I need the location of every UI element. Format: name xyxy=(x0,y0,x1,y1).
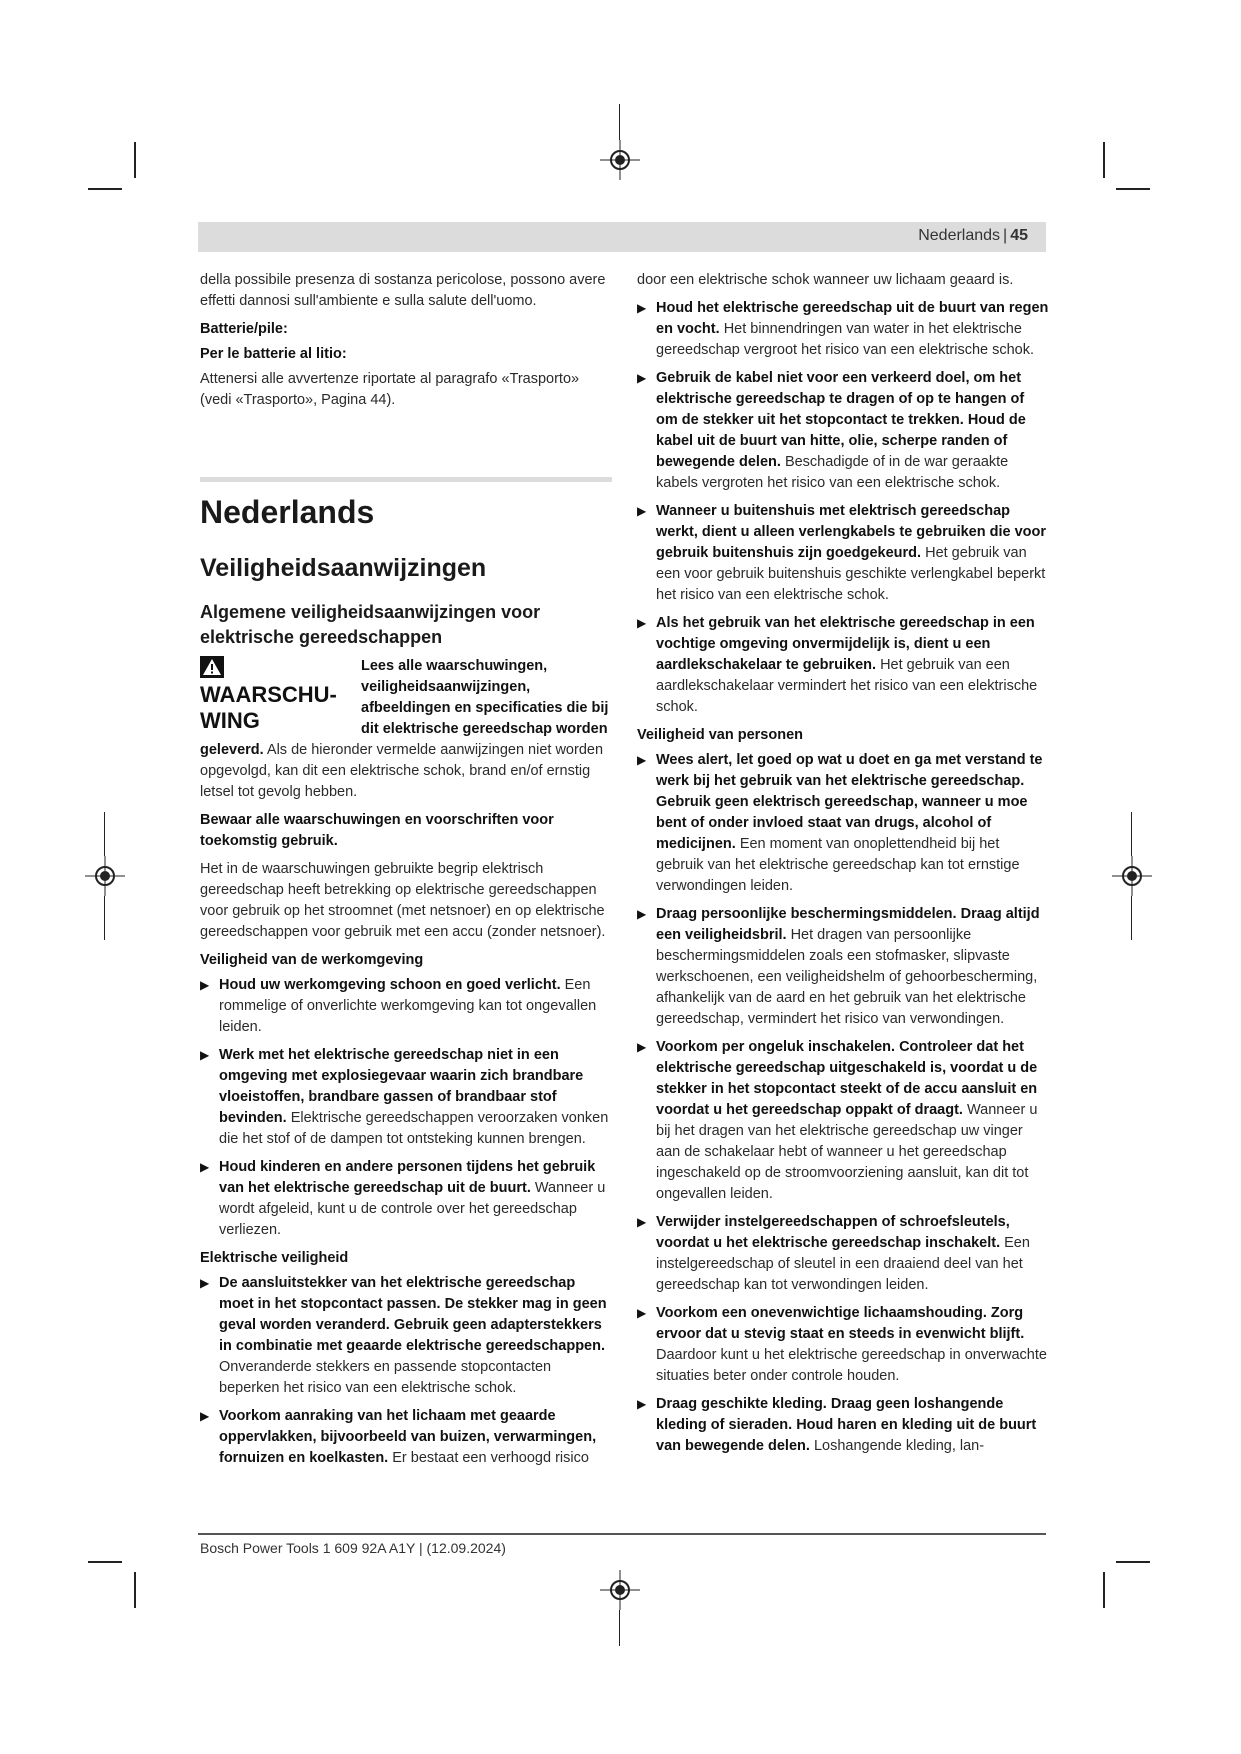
right-column xyxy=(637,270,1049,1464)
list-item xyxy=(200,1157,612,1241)
general-title: Algemene veiligheidsaanwijzingen voor elektrische gereedschappen xyxy=(200,602,541,647)
bullet-arrow-icon: ▶ xyxy=(200,1276,210,1290)
work-area-heading: Veiligheid van de werkomgeving xyxy=(200,952,424,968)
electrical-list-continued xyxy=(637,298,1049,718)
batteries-heading: Batterie/pile: xyxy=(200,321,288,337)
item-text: Onveranderde stekkers en passende stopcontacten beperken het risico van een elektrische schok. xyxy=(219,1359,552,1396)
bullet-arrow-icon: ▶ xyxy=(637,1215,647,1229)
intro-text: della possibile presenza di sostanza pericolose, possono avere effetti dannosi sull'ambiente e sulla salute dell'uomo. xyxy=(200,272,606,309)
item-bold: Voorkom een onevenwichtige lichaamshouding. Zorg ervoor dat u stevig staat en steeds in evenwicht blijft. xyxy=(656,1305,1025,1342)
warning-block xyxy=(200,656,612,803)
lithium-text: Attenersi alle avvertenze riportate al paragrafo «Trasporto» (vedi «Trasporto», Pagina 44). xyxy=(200,371,580,408)
item-text: Het gebruik van een aardlekschakelaar vermindert het risico van een elektrische schok. xyxy=(656,657,1038,715)
bullet-arrow-icon: ▶ xyxy=(637,371,647,385)
persons-heading: Veiligheid van personen xyxy=(637,727,803,743)
item-bold: Houd kinderen en andere personen tijdens het gebruik van het elektrische gereedschap uit de buurt. xyxy=(219,1159,596,1196)
warning-label-text: WAARSCHU-WING xyxy=(200,682,337,733)
language-title: Nederlands xyxy=(200,494,375,530)
header-separator: | xyxy=(1003,227,1008,244)
warning-bold: Lees alle waarschuwingen, veiligheidsaanwijzingen, afbeeldingen en specificaties die bij dit elektrische gereedschap worden geleverd. xyxy=(200,658,609,758)
item-bold: Wanneer u buitenshuis met elektrisch gereedschap werkt, dient u alleen verlengkabels te gebruiken die voor gebruik buitenshuis zijn goedgekeurd. xyxy=(656,503,1047,561)
footer-rule xyxy=(198,1533,1046,1535)
item-bold: Gebruik de kabel niet voor een verkeerd doel, om het elektrische gereedschap te dragen of op te hangen of om de stekker uit het stopcontact te trekken. Houd de kabel uit de buurt van hitte, olie, scherpe randen of bewegende delen. xyxy=(656,370,1026,470)
warning-label xyxy=(200,656,355,734)
list-item xyxy=(637,1303,1049,1387)
bullet-arrow-icon: ▶ xyxy=(637,1306,647,1320)
electrical-list xyxy=(200,1273,612,1469)
item-text: Elektrische gereedschappen veroorzaken vonken die het stof of de dampen tot ontsteking kunnen brengen. xyxy=(219,1110,609,1147)
item-text: Het dragen van persoonlijke beschermingsmiddelen zoals een stofmasker, slipvaste werkschoenen, een veiligheidshelm of gehoorbescherming, afhankelijk van de aard en het gebruik van het elektrische gereedschap, vermindert het risico van verwondingen. xyxy=(656,927,1038,1027)
registration-mark-icon xyxy=(600,1570,640,1610)
item-bold: Als het gebruik van het elektrische gereedschap in een vochtige omgeving onvermijdelijk is, dient u een aardlekschakelaar te gebruiken. xyxy=(656,615,1035,673)
header-section: Nederlands xyxy=(918,227,1001,244)
bullet-arrow-icon: ▶ xyxy=(200,978,210,992)
item-bold: Houd uw werkomgeving schoon en goed verlicht. xyxy=(219,977,561,993)
item-text: Wanneer u bij het dragen van het elektrische gereedschap uw vinger aan de schakelaar hebt of wanneer u het gereedschap ingeschakeld op de stroomvoorziening aansluit, kan dit tot ongevallen leiden. xyxy=(656,1102,1038,1202)
bullet-arrow-icon: ▶ xyxy=(637,504,647,518)
list-item xyxy=(200,1406,612,1469)
bullet-arrow-icon: ▶ xyxy=(200,1048,210,1062)
bullet-arrow-icon: ▶ xyxy=(637,1397,647,1411)
continuation-text: door een elektrische schok wanneer uw lichaam geaard is. xyxy=(637,272,1014,288)
crop-mark xyxy=(104,896,105,940)
crop-mark xyxy=(88,1561,122,1563)
list-item xyxy=(637,613,1049,718)
crop-mark xyxy=(104,812,105,856)
bullet-arrow-icon: ▶ xyxy=(200,1160,210,1174)
item-bold: Werk met het elektrische gereedschap niet in een omgeving met explosiegevaar waarin zich brandbare vloeistoffen, brandbare gassen of brandbaar stof bevinden. xyxy=(219,1047,584,1126)
crop-mark xyxy=(1131,812,1132,856)
item-bold: Voorkom aanraking van het lichaam met geaarde oppervlakken, bijvoorbeeld van buizen, verwarmingen, fornuizen en koelkasten. xyxy=(219,1408,597,1466)
item-text: Wanneer u wordt afgeleid, kunt u de controle over het gereedschap verliezen. xyxy=(219,1180,606,1238)
crop-mark xyxy=(619,104,620,140)
list-item xyxy=(637,1394,1049,1457)
item-bold: Houd het elektrische gereedschap uit de buurt van regen en vocht. xyxy=(656,300,1049,337)
item-text: Het binnendringen van water in het elektrische gereedschap vergroot het risico van een elektrische schok. xyxy=(656,321,1035,358)
item-text: Een rommelige of onverlichte werkomgeving kan tot ongevallen leiden. xyxy=(219,977,597,1035)
crop-mark xyxy=(1116,188,1150,190)
safety-title: Veiligheidsaanwijzingen xyxy=(200,554,487,582)
item-text: Loshangende kleding, lan- xyxy=(813,1438,985,1454)
page-number: 45 xyxy=(1010,227,1028,244)
item-text: Een moment van onoplettendheid bij het gebruik van het elektrische gereedschap kan tot ernstige verwondingen leiden. xyxy=(656,836,1020,894)
term-text: Het in de waarschuwingen gebruikte begrip elektrisch gereedschap heeft betrekking op elektrische gereedschappen voor gebruik op het stroomnet (met netsnoer) en op elektrische gereedschappen voor gebruik met een accu (zonder netsnoer). xyxy=(200,861,606,940)
bullet-arrow-icon: ▶ xyxy=(637,907,647,921)
page-header xyxy=(198,222,1046,252)
registration-mark-icon xyxy=(85,856,125,896)
list-item xyxy=(200,1273,612,1399)
bullet-arrow-icon: ▶ xyxy=(637,301,647,315)
warning-triangle-icon xyxy=(200,656,224,678)
persons-list xyxy=(637,750,1049,1457)
item-bold: Draag geschikte kleding. Draag geen loshangende kleding of sieraden. Houd haren en kleding uit de buurt van bewegende delen. xyxy=(656,1396,1037,1454)
keep-instructions: Bewaar alle waarschuwingen en voorschriften voor toekomstig gebruik. xyxy=(200,812,554,849)
crop-mark xyxy=(1103,1572,1105,1608)
item-text: Daardoor kunt u het elektrische gereedschap in onverwachte situaties beter onder controle houden. xyxy=(656,1347,1047,1384)
crop-mark xyxy=(134,142,136,178)
crop-mark xyxy=(1131,896,1132,940)
work-area-list xyxy=(200,975,612,1241)
section-divider xyxy=(200,477,612,482)
registration-mark-icon xyxy=(600,140,640,180)
bullet-arrow-icon: ▶ xyxy=(637,616,647,630)
header-text xyxy=(918,227,1028,245)
list-item xyxy=(637,1212,1049,1296)
list-item xyxy=(637,904,1049,1030)
crop-mark xyxy=(88,188,122,190)
item-text: Beschadigde of in de war geraakte kabels vergroten het risico van een elektrische schok. xyxy=(656,454,1009,491)
electrical-heading: Elektrische veiligheid xyxy=(200,1250,349,1266)
warning-text: Als de hieronder vermelde aanwijzingen niet worden opgevolgd, kan dit een elektrische schok, brand en/of ernstig letsel tot gevolg hebben. xyxy=(200,742,604,800)
registration-mark-icon xyxy=(1112,856,1152,896)
bullet-arrow-icon: ▶ xyxy=(637,753,647,767)
item-bold: Draag persoonlijke beschermingsmiddelen. Draag altijd een veiligheidsbril. xyxy=(656,906,1040,943)
item-bold: De aansluitstekker van het elektrische gereedschap moet in het stopcontact passen. De stekker mag in geen geval worden veranderd. Gebruik geen adapterstekkers in combinatie met geaarde elektrische gereedschappen. xyxy=(219,1275,607,1354)
crop-mark xyxy=(619,1610,620,1646)
left-column xyxy=(200,270,612,1476)
list-item xyxy=(637,298,1049,361)
list-item xyxy=(637,368,1049,494)
lithium-heading: Per le batterie al litio: xyxy=(200,346,347,362)
item-bold: Voorkom per ongeluk inschakelen. Controleer dat het elektrische gereedschap uitgeschakeld is, voordat u de stekker in het stopcontact steekt of de accu aansluit en voordat u het gereedschap oppakt of draagt. xyxy=(656,1039,1038,1118)
footer-text: Bosch Power Tools 1 609 92A A1Y | (12.09.2024) xyxy=(200,1540,506,1556)
list-item xyxy=(637,501,1049,606)
item-bold: Wees alert, let goed op wat u doet en ga met verstand te werk bij het gebruik van het elektrische gereedschap. Gebruik geen elektrisch gereedschap, wanneer u moe bent of onder invloed staat van drugs, alcohol of medicijnen. xyxy=(656,752,1043,852)
item-text: Er bestaat een verhoogd risico xyxy=(392,1450,589,1466)
item-text: Een instelgereedschap of sleutel in een draaiend deel van het gereedschap kan tot verwondingen leiden. xyxy=(656,1235,1030,1293)
item-bold: Verwijder instelgereedschappen of schroefsleutels, voordat u het elektrische gereedschap inschakelt. xyxy=(656,1214,1010,1251)
crop-mark xyxy=(1116,1561,1150,1563)
crop-mark xyxy=(1103,142,1105,178)
list-item xyxy=(637,750,1049,897)
item-text: Het gebruik van een voor gebruik buitenshuis geschikte verlengkabel beperkt het risico van een elektrische schok. xyxy=(656,545,1046,603)
bullet-arrow-icon: ▶ xyxy=(200,1409,210,1423)
bullet-arrow-icon: ▶ xyxy=(637,1040,647,1054)
list-item xyxy=(200,1045,612,1150)
list-item xyxy=(200,975,612,1038)
list-item xyxy=(637,1037,1049,1205)
crop-mark xyxy=(134,1572,136,1608)
